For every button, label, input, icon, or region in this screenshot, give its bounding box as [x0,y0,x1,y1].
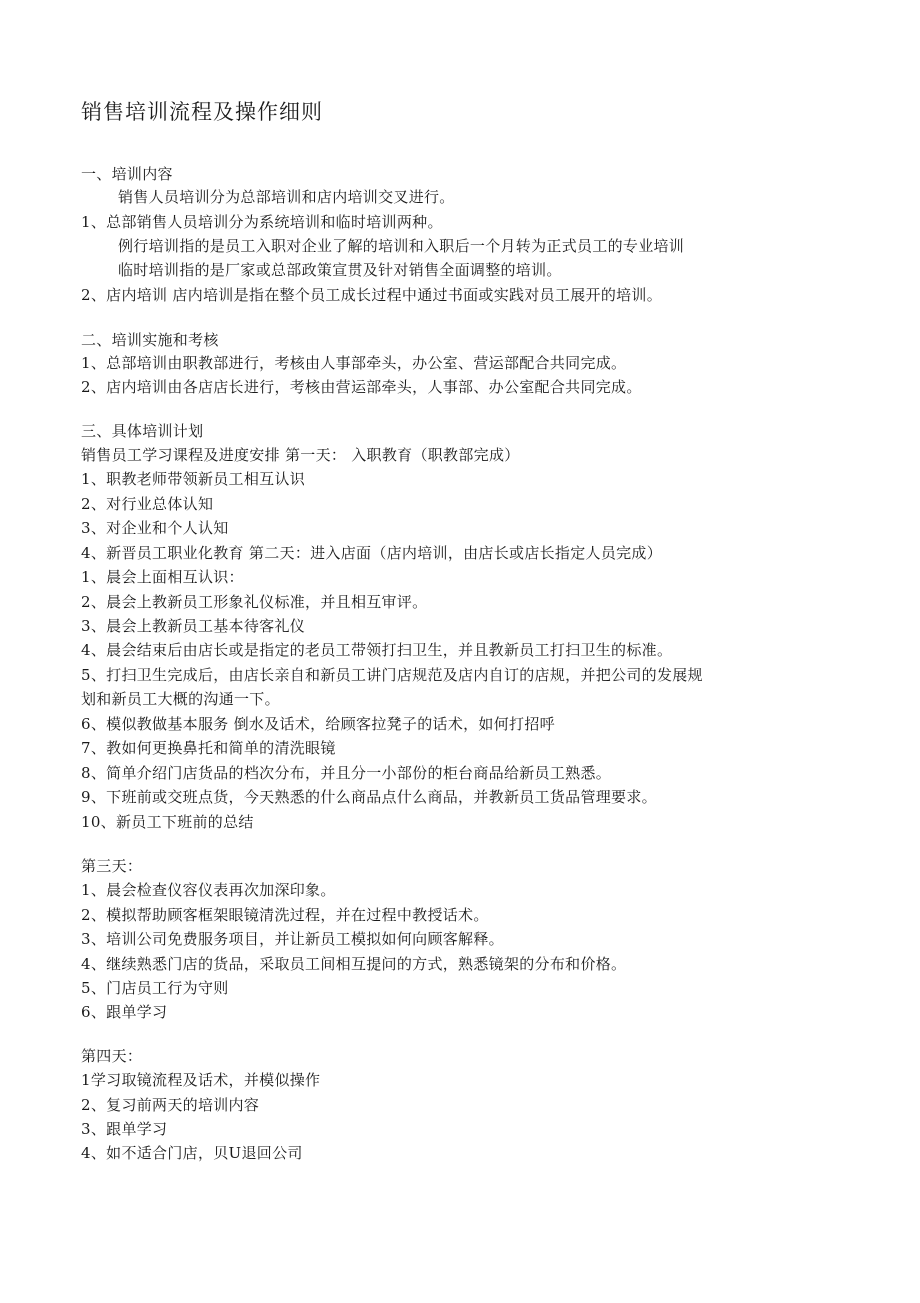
list-item: 3、跟单学习 [81,1120,168,1138]
list-item: 2、晨会上教新员工形象礼仪标准，并且相互审评。 [81,593,428,611]
document-title: 销售培训流程及操作细则 [81,100,323,124]
section-heading-implementation: 二、培训实施和考核 [81,331,219,349]
list-subitem: 临时培训指的是厂家或总部政策宣贯及针对销售全面调整的培训。 [118,261,562,279]
list-item: 4、晨会结束后由店长或是指定的老员工带领打扫卫生，并且教新员工打扫卫生的标准。 [81,641,673,659]
list-item: 7、教如何更换鼻托和简单的清洗眼镜 [81,739,336,757]
list-item: 10、新员工下班前的总结 [81,813,254,831]
list-item: 4、新晋员工职业化教育 第二天：进入店面（店内培训，由店长或店长指定人员完成） [81,544,663,562]
list-item: 4、如不适合门店，贝U退回公司 [81,1144,303,1162]
list-item: 3、培训公司免费服务项目，并让新员工模拟如何向顾客解释。 [81,930,504,948]
list-item: 1、晨会上面相互认识： [81,568,244,586]
list-item: 2、模拟帮助顾客框架眼镜清洗过程，并在过程中教授话术。 [81,906,489,924]
list-item: 2、店内培训由各店店长进行，考核由营运部牵头，人事部、办公室配合共同完成。 [81,378,642,396]
list-item: 9、下班前或交班点货，今天熟悉的什么商品点什么商品，并教新员工货品管理要求。 [81,788,657,806]
list-item: 2、对行业总体认知 [81,495,214,513]
list-subitem: 例行培训指的是员工入职对企业了解的培训和入职后一个月转为正式员工的专业培训 [118,237,685,255]
section-heading-content: 一、培训内容 [81,165,173,183]
list-item: 2、复习前两天的培训内容 [81,1096,260,1114]
list-item: 2、店内培训 店内培训是指在整个员工成长过程中通过书面或实践对员工展开的培训。 [81,286,663,304]
list-item: 5、门店员工行为守则 [81,979,229,997]
list-item: 1、职教老师带领新员工相互认识 [81,470,306,488]
list-item: 1、晨会检查仪容仪表再次加深印象。 [81,881,336,899]
list-item: 1、总部培训由职教部进行，考核由人事部牵头，办公室、营运部配合共同完成。 [81,354,627,372]
day4-heading: 第四天： [81,1047,143,1065]
day1-intro: 销售员工学习课程及进度安排 第一天： 入职教育（职教部完成） [81,446,520,464]
list-item: 5、打扫卫生完成后，由店长亲自和新员工讲门店规范及店内自订的店规，并把公司的发展规 [81,666,703,684]
list-item: 6、模似教做基本服务 倒水及话术，给顾客拉凳子的话术，如何打招呼 [81,715,555,733]
list-item: 6、跟单学习 [81,1003,168,1021]
list-item: 3、晨会上教新员工基本待客礼仪 [81,617,306,635]
day3-heading: 第三天： [81,857,143,875]
list-item: 4、继续熟悉门店的货品，采取员工间相互提问的方式，熟悉镜架的分布和价格。 [81,955,627,973]
list-item: 1学习取镜流程及话术，并模似操作 [81,1071,321,1089]
list-item-continuation: 划和新员工大概的沟通一下。 [81,690,280,708]
list-item: 8、简单介绍门店货品的档次分布，并且分一小部份的柜台商品给新员工熟悉。 [81,764,612,782]
list-item: 3、对企业和个人认知 [81,519,229,537]
paragraph-intro: 销售人员培训分为总部培训和店内培训交叉进行。 [118,188,455,206]
section-heading-plan: 三、具体培训计划 [81,422,204,440]
list-item: 1、总部销售人员培训分为系统培训和临时培训两种。 [81,213,443,231]
